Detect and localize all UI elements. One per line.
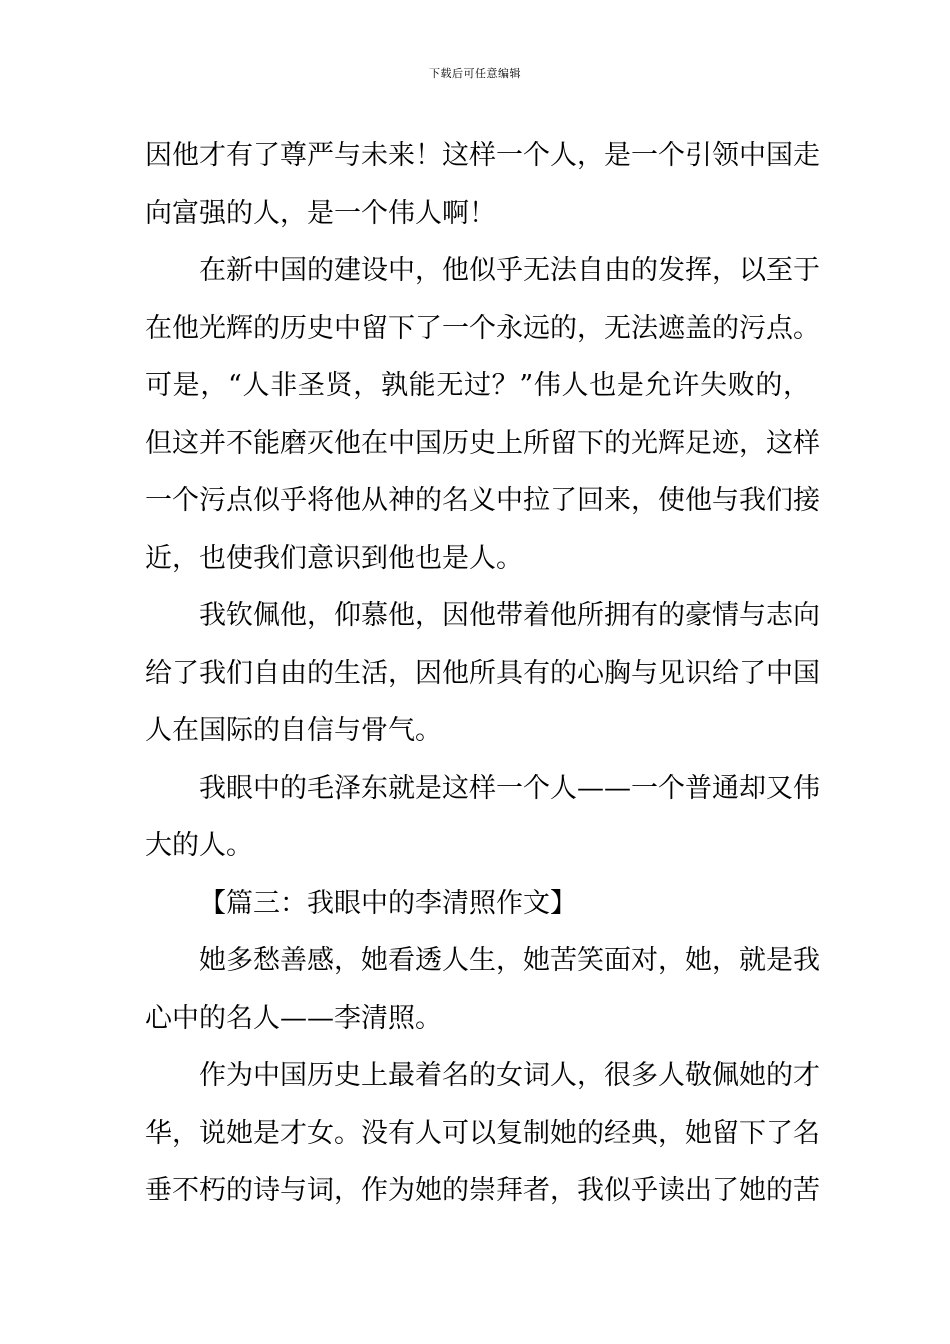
text-line: 但这并不能磨灭他在中国历史上所留下的光辉足迹，这样	[145, 427, 820, 459]
text-line: 给了我们自由的生活，因他所具有的心胸与见识给了中国	[145, 657, 820, 689]
text-line: 她多愁善感，她看透人生，她苦笑面对，她，就是我	[199, 945, 820, 976]
text-line: 作为中国历史上最着名的女词人，很多人敬佩她的才	[199, 1060, 820, 1091]
text-line: 可是，“人非圣贤，孰能无过？”伟人也是允许失败的，	[145, 370, 810, 401]
text-line: 我钦佩他，仰慕他，因他带着他所拥有的豪情与志向	[199, 600, 820, 631]
text-line: 人在国际的自信与骨气。	[145, 715, 442, 746]
text-line: 近，也使我们意识到他也是人。	[145, 542, 523, 574]
text-line: 华，说她是才女。没有人可以复制她的经典，她留下了名	[145, 1117, 820, 1149]
section-heading: 【篇三：我眼中的李清照作文】	[199, 887, 577, 919]
text-line: 大的人。	[145, 830, 253, 861]
text-line: 向富强的人，是一个伟人啊！	[145, 197, 496, 229]
body-text	[145, 127, 820, 1220]
text-line: 在他光辉的历史中留下了一个永远的，无法遮盖的污点。	[145, 312, 820, 344]
text-line: 心中的名人——李清照。	[145, 1002, 442, 1034]
text-line: 我眼中的毛泽东就是这样一个人——一个普通却又伟	[199, 772, 820, 804]
text-line: 因他才有了尊严与未来！这样一个人，是一个引领中国走	[145, 140, 820, 171]
text-line: 在新中国的建设中，他似乎无法自由的发挥，以至于	[199, 255, 820, 286]
page-header: 下载后可任意编辑	[429, 67, 521, 80]
text-line: 一个污点似乎将他从神的名义中拉了回来，使他与我们接	[145, 485, 820, 516]
text-line: 垂不朽的诗与词，作为她的崇拜者，我似乎读出了她的苦	[145, 1175, 820, 1206]
